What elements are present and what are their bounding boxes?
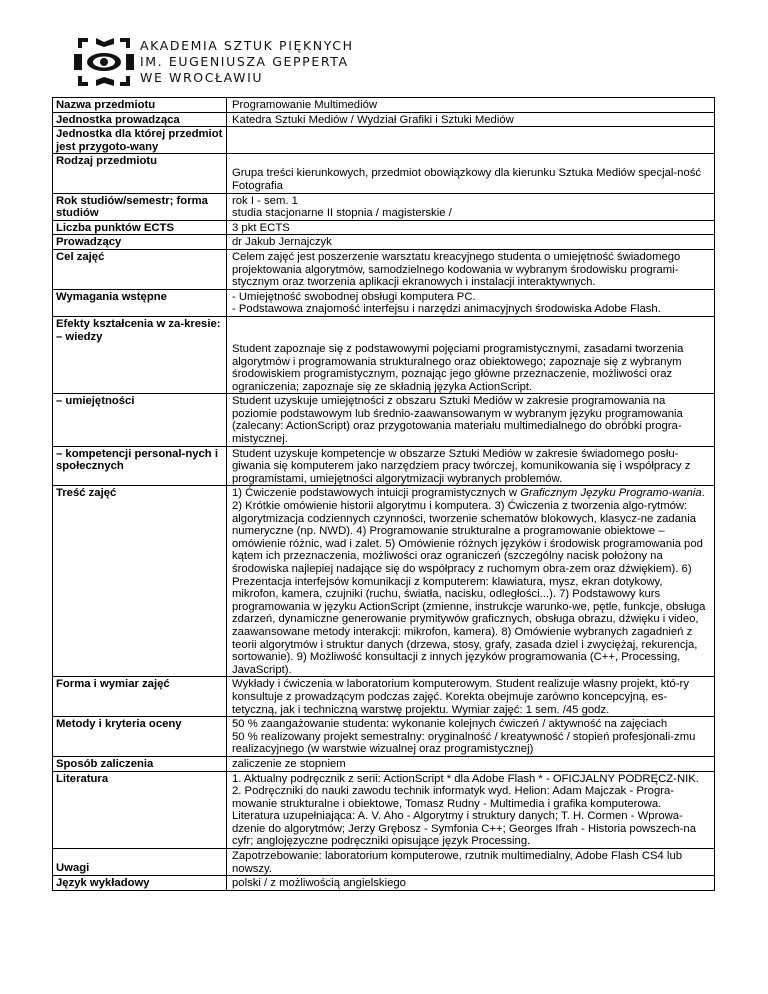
institution-line-2: IM. EUGENIUSZA GEPPERTA bbox=[140, 54, 349, 69]
row-uwagi bbox=[53, 849, 715, 876]
label-kompetencje: – kompetencji personal-nych i społecznych bbox=[53, 446, 227, 486]
label-forma: Forma i wymiar zajęć bbox=[53, 677, 227, 717]
value-metody-line-1: 50 % zaangażowanie studenta: wykonanie kolejnych ćwiczeń / aktywność na zajęciach bbox=[232, 718, 668, 731]
value-nazwa: Programowanie Multimediów bbox=[227, 98, 715, 113]
value-prowadzacy: dr Jakub Jernajczyk bbox=[227, 235, 715, 250]
value-rok-line-1: rok I - sem. 1 bbox=[232, 194, 298, 207]
value-tresc-part-1: 1) Ćwiczenie podstawowych intuicji programistycznych w bbox=[232, 487, 521, 500]
label-literatura: Literatura bbox=[53, 771, 227, 849]
row-kompetencje bbox=[53, 446, 715, 486]
institution-line-1: AKADEMIA SZTUK PIĘKNYCH bbox=[140, 38, 354, 53]
value-wiedzy-text: Student zapoznaje się z podstawowymi pojęciami programistycznymi, zasadami tworzenia algorytmów i programowania strukturalnego oraz obiektowego; zapoznaje się z wybranym środowiskiem programistycznym, poznając jego główne przeznaczenie, możliwości oraz ograniczenia; zapoznaje się ze składnią języka ActionScript. bbox=[232, 342, 684, 393]
value-cel: Celem zajęć jest poszerzenie warsztatu kreacyjnego studenta o umiejętność świadomego projektowania algorytmów, samodzielnego kodowania w wybranym środowisku programi-stycznym oraz tworzenia aplikacji ekranowych i instalacji interaktywnych. bbox=[227, 249, 715, 289]
label-tresc: Treść zajęć bbox=[53, 486, 227, 677]
label-wiedzy: – wiedzy bbox=[56, 330, 103, 343]
label-efekty bbox=[53, 316, 227, 393]
value-tresc bbox=[227, 486, 715, 677]
row-tresc bbox=[53, 486, 715, 677]
row-prowadzacy bbox=[53, 235, 715, 250]
row-jednostka-dla bbox=[53, 127, 715, 154]
label-rodzaj: Rodzaj przedmiotu bbox=[53, 154, 227, 193]
label-metody: Metody i kryteria oceny bbox=[53, 717, 227, 757]
value-wiedzy bbox=[227, 316, 715, 393]
syllabus-table bbox=[52, 97, 715, 891]
row-cel bbox=[53, 249, 715, 289]
label-rok: Rok studiów/semestr; forma studiów bbox=[53, 193, 227, 220]
value-wymagania-line-1: - Umiejętność swobodnej obsługi komputera PC. bbox=[232, 290, 476, 303]
institution-name bbox=[140, 38, 354, 86]
value-jednostka: Katedra Sztuki Mediów / Wydział Grafiki i Sztuki Mediów bbox=[227, 112, 715, 127]
row-metody bbox=[53, 717, 715, 757]
row-efekty bbox=[53, 316, 715, 393]
row-wymagania bbox=[53, 289, 715, 316]
row-sposob bbox=[53, 756, 715, 771]
value-metody-line-2: 50 % realizowany projekt semestralny: oryginalność / kreatywność / stopień profesjonali-zmu realizacyjnego (w warstwie wizualnej oraz programistycznej) bbox=[232, 730, 696, 756]
label-wymagania: Wymagania wstępne bbox=[53, 289, 227, 316]
label-prowadzacy: Prowadzący bbox=[53, 235, 227, 250]
row-rodzaj bbox=[53, 154, 715, 193]
value-tresc-italic: Graficznym Języku Programo-wania bbox=[520, 487, 702, 500]
row-umiejetnosci bbox=[53, 394, 715, 446]
row-nazwa bbox=[53, 98, 715, 113]
value-uwagi: Zapotrzebowanie: laboratorium komputerowe, rzutnik multimedialny, Adobe Flash CS4 lub nowszy. bbox=[227, 849, 715, 876]
value-kompetencje: Student uzyskuje kompetencje w obszarze Sztuki Mediów w zakresie świadomego posłu-giwania się komputerem jako narzędziem pracy twórczej, komunikowania się i współpracy z programistami, umiejętności algorytmizacji wybranych problemów. bbox=[227, 446, 715, 486]
value-tresc-part-2: . 2) Krótkie omówienie historii algorytmu i komputera. 3) Ćwiczenia z tworzenia algo-rytmów: algorytmizacja codziennych czynności, tworzenie schematów blokowych, klasycz-ne zadania numeryczne (np. NWD). 4) Programowanie strukturalne a programowanie obiektowe – omówienie różnic, wad i zalet. 5) Omówienie różnych języków i środowisk programowania pod kątem ich przeznaczenia, możliwości oraz ograniczeń (szczególny nacisk położony na środowiska najlepiej nadające się do współpracy z ruchomym obra-zem oraz dźwiękiem). 6) Prezentacja interfejsów komunikacji z komputerem: klawiatura, mysz, ekran dotykowy, mikrofon, kamera, czujniki (ruchu, światła, nacisku, odległości...). 7) Podstawowy kurs programowania w języku ActionScript (zmienne, instrukcje warunko-we, pętle, funkcje, obsługa zdarzeń, dynamiczne generowanie prymitywów graficznych, obsługa obrazu, dźwięku i video, zaawansowane metody interakcji: mikrofon, kamera). 8) Omówienie wybranych zagadnień z teorii algorytmów i struktur danych (drzewa, stosy, grafy, zasada dziel i zwyciężaj, rekurencja, sortowanie). 9) Możliwość konsultacji z innych języków programowania (C++, Processing, JavaScript). bbox=[232, 487, 706, 676]
value-rodzaj-text: Grupa treści kierunkowych, przedmiot obowiązkowy dla kierunku Sztuka Mediów specjal-ność Fotografia bbox=[232, 167, 702, 192]
value-wymagania-line-2: - Podstawowa znajomość interfejsu i narzędzi animacyjnych środowiska Adobe Flash. bbox=[232, 303, 661, 316]
label-jezyk: Język wykładowy bbox=[53, 876, 227, 891]
value-literatura bbox=[227, 771, 715, 849]
row-literatura bbox=[53, 771, 715, 849]
value-jednostka-dla bbox=[227, 127, 715, 154]
value-rok-line-2: studia stacjonarne II stopnia / magisterskie / bbox=[232, 207, 452, 220]
value-metody bbox=[227, 717, 715, 757]
row-ects bbox=[53, 220, 715, 235]
value-literatura-line-2: 2. Podręczniki do nauki zawodu technik informatyk wyd. Helion: Adam Majczak - Progra-mowanie strukturalne i obiektowe, Tomasz Rudny - Multimedia i grafika komputerowa. bbox=[232, 785, 675, 810]
label-jednostka: Jednostka prowadząca bbox=[53, 112, 227, 127]
academy-logo-icon bbox=[74, 36, 134, 88]
value-sposob: zaliczenie ze stopniem bbox=[227, 756, 715, 771]
label-efekty-heading: Efekty kształcenia w za-kresie: bbox=[56, 317, 221, 330]
label-umiejetnosci: – umiejętności bbox=[53, 394, 227, 446]
value-rok bbox=[227, 193, 715, 220]
label-uwagi-text: Uwagi bbox=[56, 862, 90, 875]
row-rok bbox=[53, 193, 715, 220]
value-rodzaj bbox=[227, 154, 715, 193]
row-forma bbox=[53, 677, 715, 717]
label-nazwa: Nazwa przedmiotu bbox=[53, 98, 227, 113]
value-forma: Wykłady i ćwiczenia w laboratorium komputerowym. Student realizuje własny projekt, któ-ry konsultuje z prowadzącym podczas zajęć. Korekta obejmuje zarówno koncepcyjną, es-tetyczną, jak i techniczną warstwę projektu. Wymiar zajęć: 1 sem. /45 godz. bbox=[227, 677, 715, 717]
label-ects: Liczba punktów ECTS bbox=[53, 220, 227, 235]
value-literatura-line-3: Literatura uzupełniająca: A. V. Aho - Algorytmy i struktury danych; T. H. Cormen - Wprowa-dzenie do algorytmów; Jerzy Grębosz - Symfonia C++; Georges Ifrah - Historia powszech-na cyfr; anglojęzyczne podręczniki opisujące język Processing. bbox=[232, 810, 696, 848]
value-jezyk: polski / z możliwością angielskiego bbox=[227, 876, 715, 891]
label-jednostka-dla: Jednostka dla której przedmiot jest przygoto-wany bbox=[53, 127, 227, 154]
label-sposob: Sposób zaliczenia bbox=[53, 756, 227, 771]
value-umiejetnosci: Student uzyskuje umiejętności z obszaru Sztuki Mediów w zakresie programowania na poziomie podstawowym lub średnio-zaawansowanym w wybranym języku programowania (zalecany: ActionScript) oraz przygotowania materiału multimedialnego do obróbki progra-mistycznej. bbox=[227, 394, 715, 446]
label-uwagi bbox=[53, 849, 227, 876]
value-wymagania bbox=[227, 289, 715, 316]
institution-line-3: WE WROCŁAWIU bbox=[140, 70, 264, 85]
value-literatura-line-1: 1. Aktualny podręcznik z serii: ActionScript * dla Adobe Flash * - OFICJALNY PODRĘCZ-NIK. bbox=[232, 772, 699, 785]
row-jezyk bbox=[53, 876, 715, 891]
row-jednostka bbox=[53, 112, 715, 127]
label-cel: Cel zajęć bbox=[53, 249, 227, 289]
value-ects: 3 pkt ECTS bbox=[227, 220, 715, 235]
